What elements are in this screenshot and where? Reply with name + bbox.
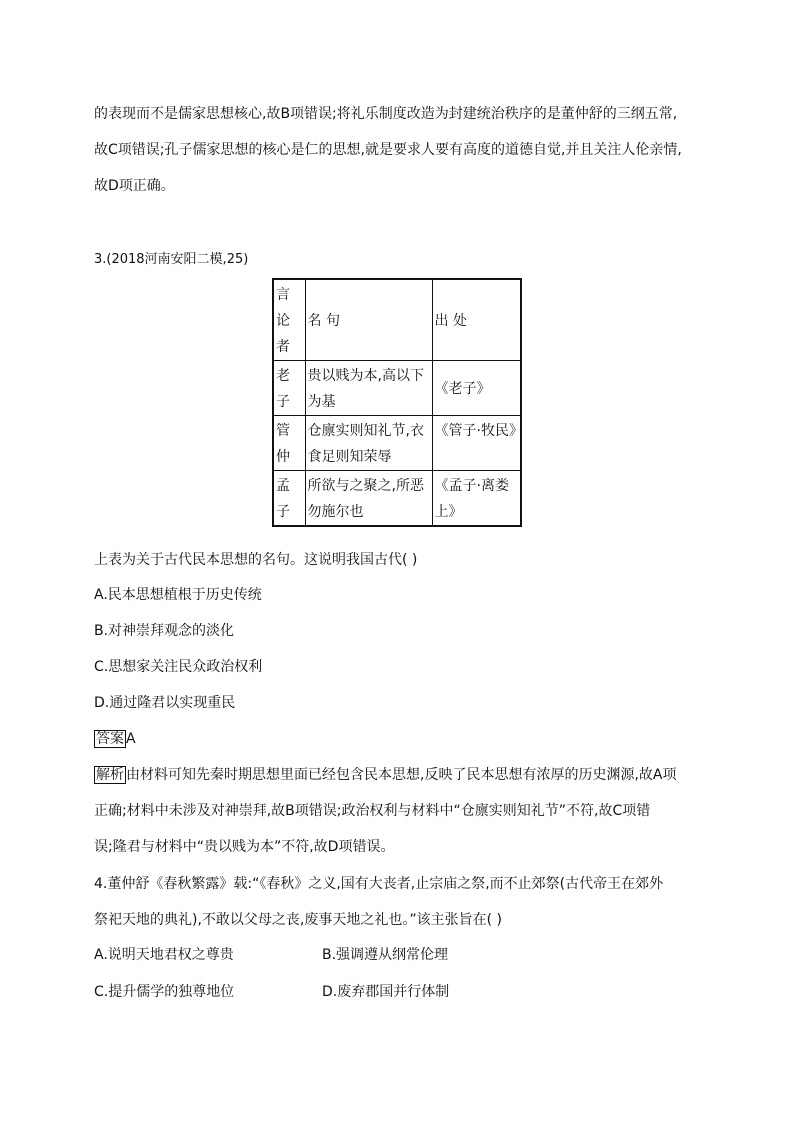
row-2-quote: 仓廪实则知礼节,衣食足则知荣辱 (305, 416, 432, 471)
quotes-table (272, 278, 522, 527)
answer-label: 答案 (96, 731, 124, 747)
table-row (273, 471, 521, 527)
question-4-option-a: A.说明天地君权之尊贵 (94, 947, 234, 963)
analysis-line-3: 误;隆君与材料中“贵以贱为本”不符,故D项错误。 (94, 839, 395, 855)
analysis-line-2: 正确;材料中未涉及对神崇拜,故B项错误;政治权利与材料中“仓廪实则知礼节”不符,故C项错 (94, 803, 651, 819)
question-3-stem: 上表为关于古代民本思想的名句。这说明我国古代( ) (94, 552, 418, 568)
row-2-speaker: 管仲 (273, 416, 305, 471)
row-1-source: 《老子》 (432, 361, 521, 416)
table-header-row (273, 279, 521, 361)
answer-line (94, 729, 136, 749)
row-1-speaker: 老子 (273, 361, 305, 416)
header-speaker: 言论者 (273, 279, 305, 361)
table-row (273, 416, 521, 471)
row-2-source: 《管子·牧民》 (432, 416, 521, 471)
answer-value: A (126, 731, 136, 747)
question-4-stem-1: 4.董仲舒《春秋繁露》载:“《春秋》之义,国有大丧者,止宗庙之祭,而不止郊祭(古代帝王在郊外 (94, 876, 664, 892)
prev-explanation-line-2: 故C项错误;孔子儒家思想的核心是仁的思想,就是要求人要有高度的道德自觉,并且关注人伦亲情, (94, 142, 682, 158)
question-3-source: 3.(2018河南安阳二模,25) (94, 252, 249, 267)
analysis-label: 解析 (96, 767, 124, 783)
question-4-stem-2: 祭祀天地的典礼),不敢以父母之丧,废事天地之礼也。”该主张旨在( ) (94, 912, 502, 928)
question-3-option-c: C.思想家关注民众政治权利 (94, 659, 263, 675)
question-3-option-d: D.通过隆君以实现重民 (94, 695, 236, 711)
row-3-source: 《孟子·离娄上》 (432, 471, 521, 527)
question-4-option-c: C.提升儒学的独尊地位 (94, 984, 235, 1000)
question-4-option-b: B.强调遵从纲常伦理 (322, 947, 449, 963)
analysis-line-1 (94, 765, 676, 785)
row-3-quote: 所欲与之聚之,所恶勿施尔也 (305, 471, 432, 527)
header-quote: 名 句 (305, 279, 432, 361)
question-3-option-b: B.对神崇拜观念的淡化 (94, 623, 235, 639)
analysis-text-1: 由材料可知先秦时期思想里面已经包含民本思想,反映了民本思想有浓厚的历史渊源,故A项 (126, 767, 677, 783)
prev-explanation-line-1: 的表现而不是儒家思想核心,故B项错误;将礼乐制度改造为封建统治秩序的是董仲舒的三纲五常, (94, 106, 678, 122)
table-row (273, 361, 521, 416)
question-3-option-a: A.民本思想植根于历史传统 (94, 587, 262, 603)
question-4-option-d: D.废弃郡国并行体制 (322, 984, 450, 1000)
header-source: 出 处 (432, 279, 521, 361)
row-3-speaker: 孟子 (273, 471, 305, 527)
row-1-quote: 贵以贱为本,高以下为基 (305, 361, 432, 416)
prev-explanation-line-3: 故D项正确。 (94, 178, 175, 194)
